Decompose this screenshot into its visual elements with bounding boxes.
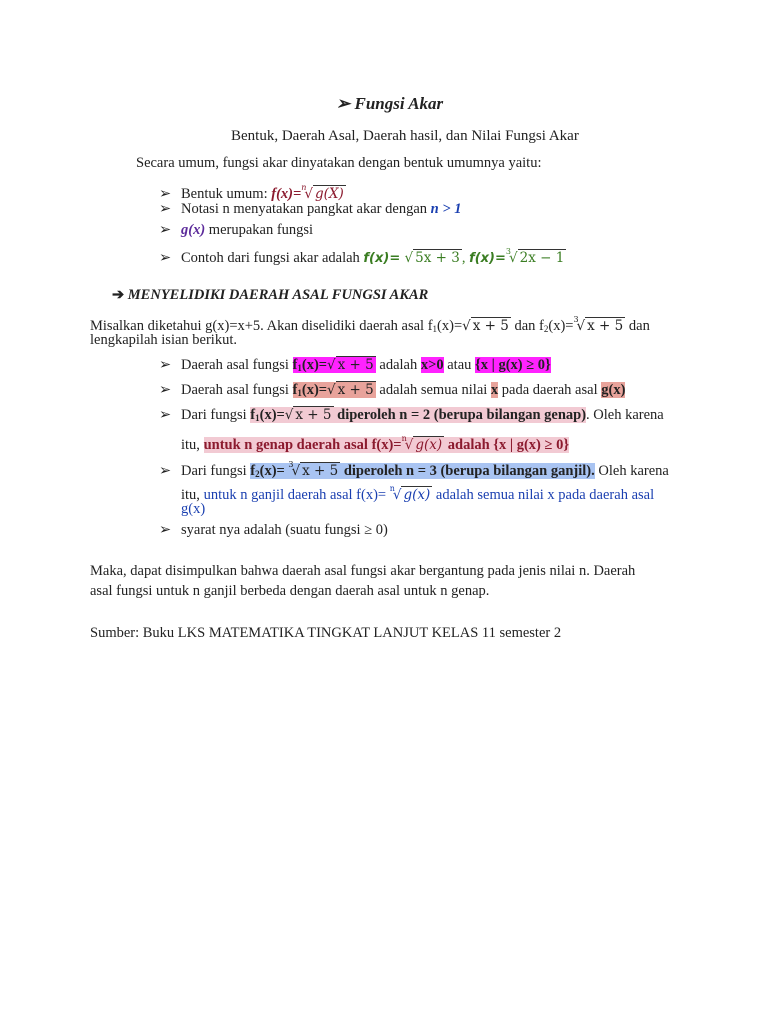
- bullet-arrow-icon: ➢: [159, 222, 172, 238]
- item-even-root: ➢ Dari fungsi f1(x)=√ x + 5 diperoleh n = 2 (berupa bilangan genap). Oleh karena: [159, 407, 664, 423]
- conclusion-line1: Maka, dapat disimpulkan bahwa daerah asal fungsi akar bergantung pada jenis nilai n. Daerah: [90, 563, 636, 579]
- bullet-arrow-icon: ➢: [159, 382, 172, 398]
- bullet-arrow-icon: ➢: [159, 250, 172, 266]
- bullet-arrow-icon: ➢: [159, 463, 172, 479]
- bullet-arrow-icon: ➢: [159, 186, 172, 202]
- bullet-arrow-icon: ➢: [159, 407, 172, 423]
- bullet-gx: ➢ g(x) merupakan fungsi: [159, 222, 314, 238]
- intro-text: Secara umum, fungsi akar dinyatakan dengan bentuk umumnya yaitu:: [136, 155, 542, 171]
- source-citation: Sumber: Buku LKS MATEMATIKA TINGKAT LANJUT KELAS 11 semester 2: [90, 625, 562, 641]
- page-title: ➢ Fungsi Akar: [336, 94, 444, 113]
- bullet-arrow-icon: ➢: [159, 357, 172, 373]
- page-subtitle: Bentuk, Daerah Asal, Daerah hasil, dan Nilai Fungsi Akar: [231, 128, 579, 144]
- conclusion-line2: asal fungsi untuk n ganjil berbeda dengan daerah asal untuk n genap.: [90, 583, 490, 599]
- item-condition: ➢ syarat nya adalah (suatu fungsi ≥ 0): [159, 522, 388, 538]
- bullet-general-form: ➢ Bentuk umum: f(x)=$^n$√ g(X): [159, 183, 344, 202]
- item-even-root-line2: itu, untuk n genap daerah asal f(x)=$^n$√ g(x) adalah {x | g(x) ≥ 0}: [181, 434, 570, 453]
- section-heading: ➔ MENYELIDIKI DAERAH ASAL FUNGSI AKAR: [112, 287, 429, 303]
- bullet-arrow-icon: ➢: [159, 201, 172, 217]
- item-odd-root-line3: g(x): [181, 501, 206, 517]
- item-odd-root-line2: itu, untuk n ganjil daerah asal f(x)= $^n$√ g(x) adalah semua nilai x pada daerah asal: [181, 484, 655, 503]
- item-domain-f1-all-values: ➢ Daerah asal fungsi f1(x)=√ x + 5 adalah semua nilai x pada daerah asal g(x): [159, 382, 626, 398]
- title-arrow-icon: ➢: [336, 94, 355, 113]
- bullet-arrow-icon: ➢: [159, 522, 172, 538]
- intro-paragraph-line1: Misalkan diketahui g(x)=x+5. Akan diselidiki daerah asal f1(x)=√ x + 5 dan f2(x)=$^3$√ x + 5 dan: [90, 315, 650, 334]
- section-arrow-icon: ➔: [112, 287, 128, 303]
- intro-paragraph-line2: lengkapilah isian berikut.: [90, 332, 237, 348]
- bullet-examples: ➢ Contoh dari fungsi akar adalah f(x)= √ 5x + 3 , f(x)=$^3$√ 2x − 1: [159, 247, 565, 266]
- bullet-notation: ➢ Notasi n menyatakan pangkat akar dengan n > 1: [159, 201, 462, 217]
- item-domain-f1: ➢ Daerah asal fungsi f1(x)=√ x + 5 adalah x>0 atau {x | g(x) ≥ 0}: [159, 357, 551, 373]
- item-odd-root: ➢ Dari fungsi f2(x)= $^3$√ x + 5 diperoleh n = 3 (berupa bilangan ganjil). Oleh karena: [159, 460, 669, 479]
